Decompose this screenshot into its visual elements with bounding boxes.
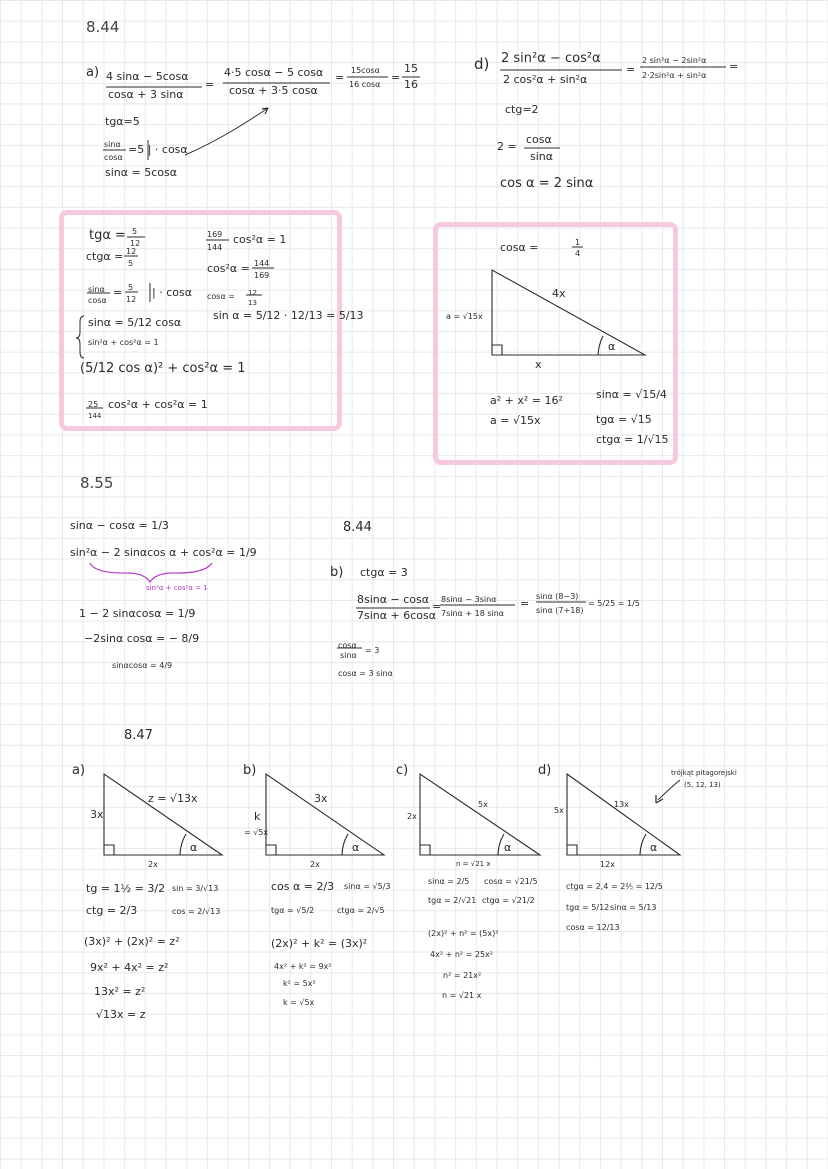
p844d-eq1: =	[626, 63, 636, 76]
box2-eq2: a = √15x	[490, 414, 541, 427]
p855-l5: sinαcosα = 4/9	[112, 661, 173, 670]
box1-sys2: sin²α + cos²α = 1	[88, 338, 159, 347]
p844a-num2: 4·5 cosα − 5 cosα	[224, 66, 324, 79]
box2-hyp: 4x	[552, 287, 566, 300]
box1-c2-left: cos²α =	[207, 262, 250, 275]
p847b-cos: cos α = 2/3	[271, 880, 335, 893]
box2-leg-a: a = √15x	[446, 312, 483, 321]
box1-r1-fnum: 5	[128, 283, 134, 292]
p847b-leg2: = √5x	[244, 828, 269, 837]
highlight-box-right	[433, 222, 678, 465]
p847a-tg: tg = 1½ = 3/2	[86, 882, 166, 895]
box2-sin: sinα = √15/4	[596, 388, 667, 401]
box1-c3-num: 12	[248, 289, 257, 297]
p844a-den3: 16 cosα	[349, 80, 381, 89]
box1-ctg: ctgα =	[86, 250, 124, 263]
p844b-eq1: =	[432, 600, 442, 613]
p844b-label: b)	[330, 565, 344, 580]
box1-r1-eq: =	[113, 286, 123, 299]
p847b-ctg: ctgα = 2/√5	[337, 906, 385, 915]
p847a-leg: 3x	[90, 808, 104, 821]
header-8-47: 8.47	[124, 728, 153, 743]
box2-cos-left: cosα =	[500, 241, 539, 254]
p847d-tg: tgα = 5/12	[566, 903, 610, 912]
p855-l2: sin²α − 2 sinαcos α + cos²α = 1/9	[70, 546, 257, 559]
p847c-leg: 2x	[407, 812, 417, 821]
p847c-sin: sinα = 2/5	[428, 877, 470, 886]
box1-last-den: 144	[88, 412, 102, 420]
p847a-e2: 9x² + 4x² = z²	[90, 961, 169, 974]
p844a-num4: 15	[404, 62, 418, 75]
box2-tg: tgα = √15	[596, 413, 652, 426]
p847a-ctg: ctg = 2/3	[86, 904, 138, 917]
p844d-den2: 2·2sin²α + sin²α	[642, 71, 707, 80]
p855-l3: 1 − 2 sinαcosα = 1/9	[79, 607, 196, 620]
p847b-e1: (2x)² + k² = (3x)²	[271, 937, 368, 950]
p844d-l2-den: sinα	[530, 150, 554, 163]
p844a-l2-den: cosα	[104, 153, 123, 162]
p847b-e4: k = √5x	[283, 998, 315, 1007]
p844a-den1: cosα + 3 sinα	[108, 88, 184, 101]
box2-cos-num: 1	[575, 238, 581, 247]
p847a-sin: sin = 3/√13	[172, 884, 219, 893]
p847d-base: 12x	[600, 860, 615, 869]
p844d-num1: 2 sin²α − cos²α	[501, 51, 601, 66]
p855-l4: −2sinα cosα = − 8/9	[84, 632, 200, 645]
p847c-e3: n² = 21x²	[443, 971, 482, 980]
p847d-note1: trójkąt pitagorejski	[671, 769, 737, 777]
p844d-num2: 2 sin²α − 2sin²α	[642, 56, 707, 65]
p847a-e4: √13x = z	[96, 1008, 146, 1021]
p844a-label: a)	[86, 65, 100, 80]
p847d-label: d)	[538, 763, 552, 778]
box1-c3-left: cosα =	[207, 292, 235, 301]
p844b-den1: 7sinα + 6cosα	[357, 609, 436, 622]
p847d-angle: α	[650, 841, 658, 854]
p844d-label: d)	[474, 55, 490, 73]
box1-r1-num: sinα	[88, 285, 105, 294]
p847d-ctg: ctgα = 2,4 = 2⅖ = 12/5	[566, 882, 663, 891]
box1-ctg-num: 12	[126, 247, 137, 256]
p844b-tail: = 5/25 = 1/5	[588, 599, 640, 608]
p844a-eq1: =	[205, 78, 215, 91]
p847b-e2: 4x² + k² = 9x²	[274, 962, 332, 971]
header-8-44-mid: 8.44	[343, 520, 372, 535]
box1-last-rest: cos²α + cos²α = 1	[108, 398, 208, 411]
box1-sq: (5/12 cos α)² + cos²α = 1	[80, 361, 246, 376]
box2-leg-x: x	[535, 358, 542, 371]
p844a-num1: 4 sinα − 5cosα	[106, 70, 189, 83]
p844a-l2-rest: =5 | · cosα	[128, 143, 188, 156]
p847c-angle: α	[504, 841, 512, 854]
box1-r1-den: cosα	[88, 296, 107, 305]
p844b-eq2: =	[520, 597, 530, 610]
p847a-cos: cos = 2/√13	[172, 907, 221, 916]
p844d-l3: cos α = 2 sinα	[500, 176, 594, 191]
p847c-base: n = √21 x	[456, 860, 491, 868]
box2-cos-den: 4	[575, 249, 581, 258]
header-8-55: 8.55	[80, 474, 114, 492]
p844a-den2: cosα + 3·5 cosα	[229, 84, 318, 97]
p847b-hyp: 3x	[314, 792, 328, 805]
p847a-angle: α	[190, 841, 198, 854]
p847c-e4: n = √21 x	[442, 991, 482, 1000]
p844b-den2: 7sinα + 18 sinα	[441, 609, 505, 618]
p844d-l1: ctg=2	[505, 103, 539, 116]
p844b-r2: cosα = 3 sinα	[338, 669, 393, 678]
p847d-sin: sinα = 5/13	[610, 903, 657, 912]
p847c-e1: (2x)² + n² = (5x)²	[428, 929, 499, 938]
box2-ctg: ctgα = 1/√15	[596, 433, 669, 446]
box1-c1-num: 169	[207, 230, 223, 239]
p844b-r-num: cosα	[338, 641, 357, 650]
box1-tg: tgα =	[89, 228, 126, 243]
p847b-sin: sinα = √5/3	[344, 882, 391, 891]
box1-r1-fden: 12	[126, 295, 137, 304]
p844a-num3: 15cosα	[351, 66, 380, 75]
box1-tg-num: 5	[132, 227, 138, 236]
p847d-cos: cosα = 12/13	[566, 923, 620, 932]
p844b-den3: sinα (7+18)	[536, 606, 584, 615]
box1-c4: sin α = 5/12 · 12/13 = 5/13	[213, 309, 364, 322]
p847a-hyp: z = √13x	[148, 792, 198, 805]
box1-c1-den: 144	[207, 243, 223, 252]
box1-tg-den: 12	[130, 239, 141, 248]
p844b-r-eq: = 3	[365, 646, 380, 655]
p847a-label: a)	[72, 763, 86, 778]
p844d-l2-left: 2 =	[497, 140, 517, 153]
p847d-hyp: 13x	[614, 800, 629, 809]
p847b-label: b)	[243, 763, 257, 778]
p847d-note2: (5, 12, 13)	[684, 781, 721, 789]
p844b-num1: 8sinα − cosα	[357, 593, 429, 606]
box1-ctg-den: 5	[128, 259, 134, 268]
p844d-den1: 2 cos²α + sin²α	[503, 73, 588, 86]
p847b-tg: tgα = √5/2	[271, 906, 315, 915]
box1-c1-rest: cos²α = 1	[233, 233, 287, 246]
p844a-l3: sinα = 5cosα	[105, 166, 177, 179]
p847a-base: 2x	[148, 860, 158, 869]
p847b-angle: α	[352, 841, 360, 854]
p847d-leg: 5x	[554, 806, 564, 815]
box1-c3-den: 13	[248, 299, 257, 307]
p847b-leg1: k	[254, 810, 261, 823]
p844d-eq2: =	[729, 60, 739, 73]
p844b-num2: 8sinα − 3sinα	[441, 595, 497, 604]
p844a-den4: 16	[404, 78, 418, 91]
p847c-hyp: 5x	[478, 800, 488, 809]
p844b-num3: sinα (8−3)	[536, 592, 579, 601]
p847c-tg: tgα = 2/√21	[428, 896, 477, 905]
box1-c2-den: 169	[254, 271, 270, 280]
p847c-e2: 4x² + n² = 25x²	[430, 950, 494, 959]
p847a-e1: (3x)² + (2x)² = z²	[84, 935, 180, 948]
p844b-r-den: sinα	[340, 651, 357, 660]
box1-c2-num: 144	[254, 259, 270, 268]
p844a-l1: tgα=5	[105, 115, 140, 128]
box1-r1-rest: | · cosα	[152, 286, 192, 299]
p847b-base: 2x	[310, 860, 320, 869]
p847c-ctg: ctgα = √21/2	[482, 896, 535, 905]
header-8-44-top: 8.44	[86, 18, 120, 36]
p847b-e3: k² = 5x²	[283, 979, 316, 988]
p844b-l1: ctgα = 3	[360, 566, 408, 579]
p847c-cos: cosα = √21/5	[484, 877, 538, 886]
p844a-eq3: =	[391, 71, 401, 84]
box2-angle: α	[608, 340, 616, 353]
p855-note: sin²α + cos²α = 1	[146, 584, 208, 592]
box1-last-num: 25	[88, 400, 99, 409]
box2-eq1: a² + x² = 16²	[490, 394, 563, 407]
p847c-label: c)	[396, 763, 409, 778]
p844a-l2-num: sinα	[104, 140, 121, 149]
p844d-l2-num: cosα	[526, 133, 552, 146]
p855-l1: sinα − cosα = 1/3	[70, 519, 169, 532]
p844a-eq2: =	[335, 71, 345, 84]
p847a-e3: 13x² = z²	[94, 985, 146, 998]
box1-sys1: sinα = 5/12 cosα	[88, 316, 182, 329]
